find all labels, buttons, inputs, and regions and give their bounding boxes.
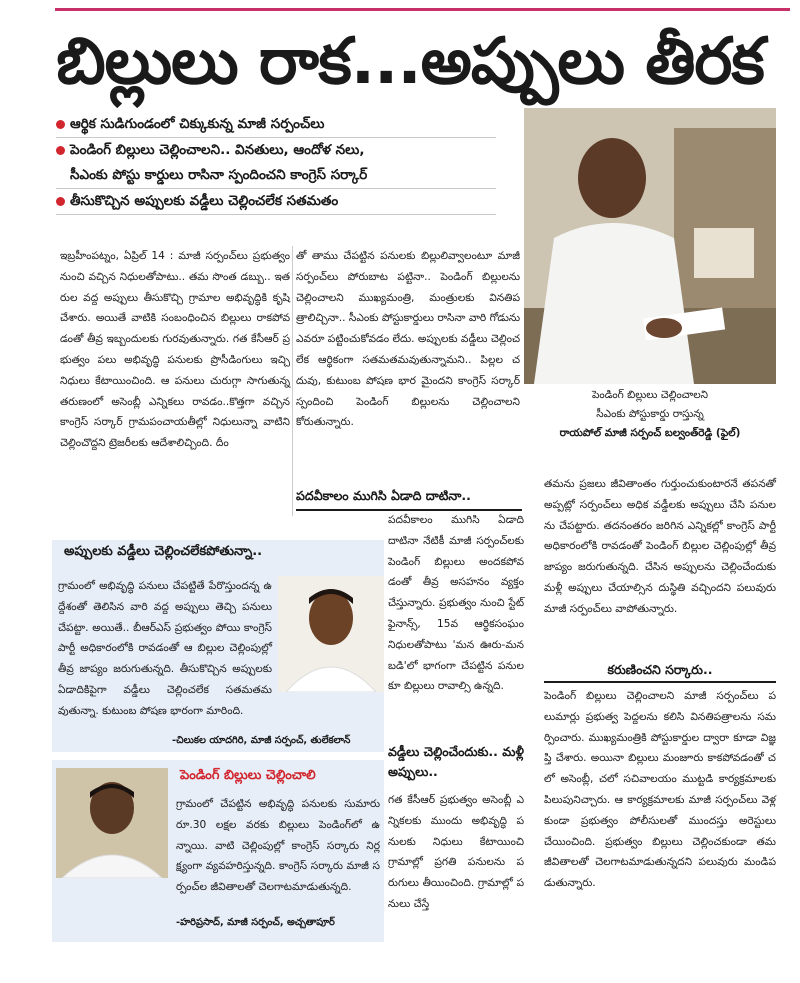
article-column-3-top: తమను ప్రజలు జీవితాంతం గుర్తుంచుకుంటారనే తపనతో అప్పట్లో సర్పంచ్‌లు అధిక వడ్డీలకు అప్పులు చేసి పనులను చేపట్టారు. తదనంతరం జరిగిన ఎన్నికల్లో కాంగ్రెస్ పార్టీ అధికారంలోకి రావడంతో పెండింగ్ బిల్లుల చెల్లింపుల్లో తీవ్ర జాప్యం జరుగుతున్నది. చేసిన అప్పులను చెల్లించేందుకు మళ్లీ అప్పులు చేయాల్సిన దుస్థితి వచ్చిందని పలువురు మాజీ సర్పంచ్‌లు వాపోతున్నారు. [544,478,776,615]
headline: బిల్లులు రాక...అప్పులు తీరక [56,25,764,99]
quote-title: అప్పులకు వడ్డీలు చెల్లించలేకపోతున్నా.. [64,544,263,559]
bullet-dot-icon [56,146,65,155]
quote-signature: -చిలుకల యాదగిరి, మాజీ సర్పంచ్, తులేకలాన్ [172,735,351,746]
bullet-list [56,112,496,215]
man-writing-illustration [524,108,776,384]
article-column-1: ఇబ్రహీంపట్నం, ఏప్రిల్ 14 : మాజీ సర్పంచ్‌లు ప్రభుత్వం నుంచి వచ్చిన నిధులతోపాటు.. తమ సొంత డబ్బు.. ఇతరుల వద్ద అప్పులు తీసుకొచ్చి గ్రామాల అభివృద్ధికి కృషి చేశారు. అయితే వాటికి సంబంధించిన బిల్లులు రాకపోవడంతో తీవ్ర ఇబ్బందులకు గురవుతున్నారు. గత కేసీఆర్ ప్రభుత్వం పలు అభివృద్ధి పనులకు ప్రొసీడింగులు ఇచ్చి నిధులు కేటాయించింది. ఆ పనులు చురుగ్గా సాగుతున్న తరుణంలో అసెంబ్లీ ఎన్నికలు రావడం..కొత్తగా వచ్చిన కాంగ్రెస్ సర్కార్ గ్రామపంచాయతీల్లో నిధులున్నా వాటిని చెల్లించొద్దని ట్రెజరీలకు ఆదేశాలిచ్చింది. దీం [60,250,290,450]
quote-signature: -హరిప్రసాద్, మాజీ సర్పంచ్, అచ్చతాపూర్ [176,917,335,928]
bullet-item: ఆర్థిక సుడిగుండంలో చిక్కుకున్న మాజీ సర్పంచ్‌లు [56,112,496,138]
column-divider [292,246,293,516]
portrait-photo [56,768,168,878]
portrait-icon [278,576,384,692]
article-column-2: తో తాము చేపట్టిన పనులకు బిల్లులివ్వాలంటూ మాజీ సర్పంచ్‌లు పోరుబాట పట్టినా.. పెండింగ్ బిల్లులను చెల్లించాలని ముఖ్యమంత్రి, మంత్రులకు వినతిపత్రాలిచ్చినా.. సీఎంకు పోస్టుకార్డులు రాసినా వారి గోడును ఎవరూ పట్టించుకోవడం లేదు. అప్పులకు వడ్డీలు చెల్లించలేక ఆర్థికంగా సతమతమవుతున్నామని.. పిల్లల చదువు, కుటుంబ పోషణ భార మైందని కాంగ్రెస్ సర్కార్ స్పందించి పెండింగ్ బిల్లులను చెల్లించాలని కోరుతున్నారు. [296,250,520,429]
quote-box-yadagiri [52,540,384,752]
bullet-dot-icon [56,120,65,129]
top-rule [55,8,790,11]
quote-box-hariprasad [52,760,384,942]
subheading-interest: వడ్డీలు చెల్లించేందుకు.. మళ్లీ అప్పులు.. [388,744,524,779]
bullet-continuation: సీఎంకు పోస్టు కార్డులు రాసినా స్పందించని కాంగ్రెస్ సర్కార్ [56,163,496,189]
article-column-2c: గత కేసీఆర్ ప్రభుత్వం అసెంబ్లీ ఎన్నికలకు ముందు అభివృద్ధి పనులకు నిధులు కేటాయించి గ్రామాల్లో ప్రగతి పనులను పరుగులు తీయించింది. గ్రామాల్లో పనులు చేస్తే [388,794,524,910]
subheading-govt: కరుణించని సర్కారు.. [544,662,776,683]
quote-text: గ్రామంలో చేపట్టిన అభివృద్ధి పనులకు సుమారు రూ.30 లక్షల వరకు బిల్లులు పెండింగ్‌లో ఉన్నాయి. వాటి చెల్లింపుల్లో కాంగ్రెస్ సర్కారు నిర్లక్ష్యంగా వ్యవహరిస్తున్నది. కాంగ్రెస్ సర్కారు మాజీ సర్పంచ్‌ల జీవితాలతో చెలగాటమాడుతున్నది. [176,798,380,894]
portrait-photo [278,576,384,692]
portrait-icon [56,768,168,878]
subheading-term-ended: పదవీకాలం ముగిసి ఏడాది దాటినా.. [296,488,522,511]
bullet-dot-icon [56,197,65,206]
quote-title: పెండింగ్ బిల్లులు చెల్లించాలి [180,768,316,783]
photo-caption: పెండింగ్ బిల్లులు చెల్లించాలని సీఎంకు పోస్టుకార్డు రాస్తున్న రాయపోల్ మాజీ సర్పంచ్ బల్వంత్‌రెడ్డి (ఫైల్) [559,389,741,439]
news-photo [524,108,776,384]
article-column-3-bottom: పెండింగ్ బిల్లులు చెల్లించాలని మాజీ సర్పంచ్‌లు పలుమార్లు ప్రభుత్వ పెద్దలను కలిసి వినతిపత్రాలను సమర్పించారు. ముఖ్యమంత్రికి పోస్టుకార్డుల ద్వారా కూడా విజ్ఞప్తి చేశారు. అయినా బిల్లులు మంజూరు కాకపోవడంతో చలో అసెంబ్లీ, చలో సచివాలయం ముట్టడి కార్యక్రమాలకు పిలుపునిచ్చారు. ఆ కార్యక్రమాలకు మాజీ సర్పంచ్‌లు వెళ్లకుండా ప్రభుత్వం పోలీసులతో ముందస్తు అరెస్టులు చేయించింది. ప్రభుత్వం బిల్లులు చెల్లించకుండా తమ జీవితాలతో చెలగాటమాడుతున్నదని పలువురు మండిపడుతున్నారు. [544,690,776,890]
bullet-item: పెండింగ్ బిల్లులు చెల్లించాలని.. వినతులు, ఆందోళ నలు, [56,138,496,163]
bullet-item: తీసుకొచ్చిన అప్పులకు వడ్డీలు చెల్లించలేక సతమతం [56,189,496,215]
quote-text: గ్రామంలో అభివృద్ధి పనులు చేపట్టితే పేరొస్తుందన్న ఉద్దేశంతో తెలిసిన వారి వద్ద అప్పులు తెచ్చి పనులు చేపట్టా. అయితే.. బీఆర్ఎస్ ప్రభుత్వం పోయి కాంగ్రెస్ పార్టీ అధికారంలోకి రావడంతో ఆ బిల్లుల చెల్లింపుల్లో తీవ్ర జాప్యం జరుగుతున్నది. తీసుకొచ్చిన అప్పులకు ఏడాదికిపైగా వడ్డీలు చెల్లించలేక సతమతమవుతున్నా. కుటుంబ పోషణ భారంగా మారింది. [58,580,272,717]
article-column-2b: పదవీకాలం ముగిసి ఏడాది దాటినా నేటికీ మాజీ సర్పంచ్‌లకు పెండింగ్ బిల్లులు అందకపోవడంతో తీవ్ర అసహనం వ్యక్తం చేస్తున్నారు. ప్రభుత్వం నుంచి స్టేట్ ఫైనాన్స్, 15వ ఆర్థికసంఘం నిధులతోపాటు 'మన ఊరు-మన బడి'లో భాగంగా చేపట్టిన పనులకూ బిల్లులు రావాల్సి ఉన్నది. [388,514,524,693]
